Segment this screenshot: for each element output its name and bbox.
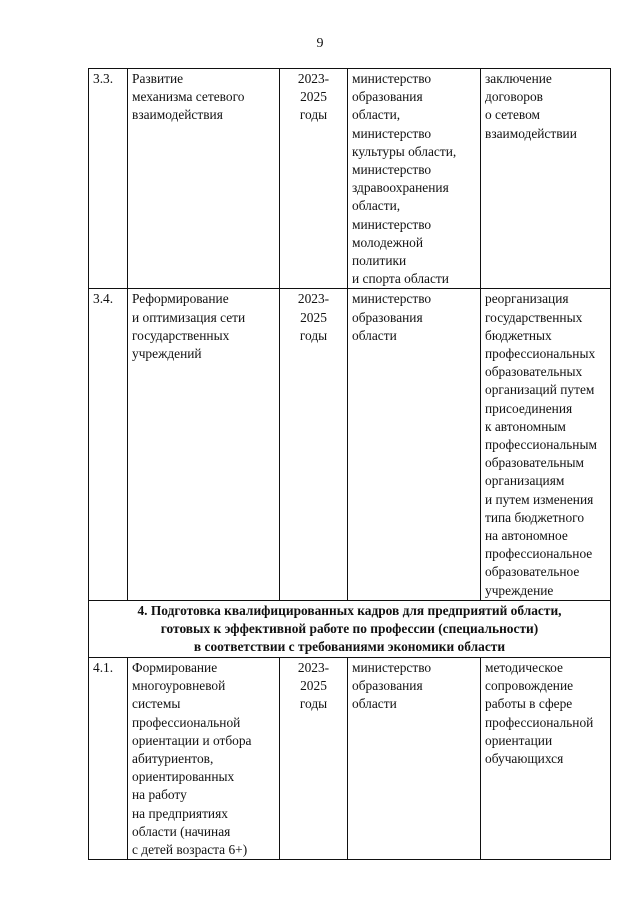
table-row [89, 69, 611, 289]
period-cell: 2023- 2025 годы [280, 289, 348, 600]
result-cell: реорганизация государственных бюджетных профессиональных образовательных организаций путем присоединения к автономным профессиональным образовательным организациям и путем изменения типа бюджетного на автономное профессиональное образовательное учреждение [481, 289, 611, 600]
executors-cell: министерство образования области [348, 289, 481, 600]
result-cell: методическое сопровождение работы в сфере профессиональной ориентации обучающихся [481, 657, 611, 859]
item-number-cell: 3.3. [89, 69, 128, 289]
period-cell: 2023- 2025 годы [280, 69, 348, 289]
table-row [89, 657, 611, 859]
section-title: 4. Подготовка квалифицированных кадров для предприятий области, готовых к эффективной работе по профессии (специальности) в соответствии с требованиями экономики области [89, 600, 611, 657]
executors-cell: министерство образования области, министерство культуры области, министерство здравоохранения области, министерство молодежной политики и спорта области [348, 69, 481, 289]
activity-name-cell: Реформирование и оптимизация сети государственных учреждений [128, 289, 280, 600]
section-header-row [89, 600, 611, 657]
item-number-cell: 4.1. [89, 657, 128, 859]
activity-name-cell: Развитие механизма сетевого взаимодействия [128, 69, 280, 289]
table-row [89, 289, 611, 600]
activities-table [88, 68, 611, 860]
result-cell: заключение договоров о сетевом взаимодействии [481, 69, 611, 289]
page-number: 9 [316, 36, 324, 51]
activity-name-cell: Формирование многоуровневой системы профессиональной ориентации и отбора абитуриентов, ориентированных на работу на предприятиях области (начиная с детей возраста 6+) [128, 657, 280, 859]
period-cell: 2023- 2025 годы [280, 657, 348, 859]
executors-cell: министерство образования области [348, 657, 481, 859]
item-number-cell: 3.4. [89, 289, 128, 600]
